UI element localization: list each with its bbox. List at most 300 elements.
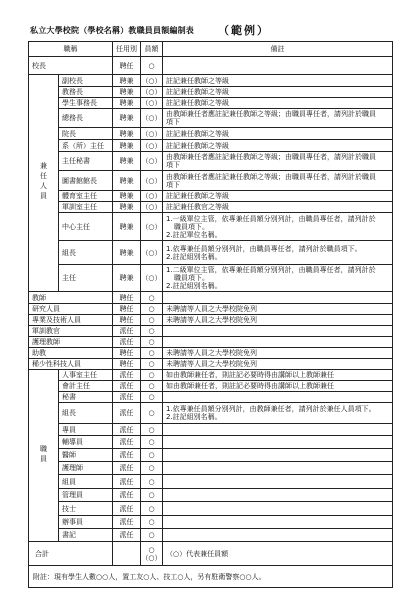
position-text: 教務長 bbox=[62, 88, 83, 96]
appointment-text: 聘任 bbox=[119, 349, 134, 357]
position-text: 體育室主任 bbox=[62, 192, 97, 200]
appointment-cell bbox=[113, 75, 141, 87]
remarks-cell bbox=[163, 337, 393, 348]
quota-text: ○ bbox=[148, 382, 155, 390]
group-label-cell bbox=[29, 370, 59, 542]
quota-cell bbox=[141, 213, 163, 241]
appointment-cell bbox=[113, 292, 141, 304]
header-row bbox=[29, 42, 393, 57]
remarks-cell bbox=[163, 171, 393, 191]
quota-cell bbox=[141, 75, 163, 87]
remarks-cell bbox=[163, 87, 393, 98]
table-row bbox=[29, 202, 393, 213]
quota-cell bbox=[141, 337, 163, 348]
quota-text: （○） bbox=[141, 114, 162, 122]
appointment-cell bbox=[113, 87, 141, 98]
table-row bbox=[29, 265, 393, 292]
appointment-text: 聘任 bbox=[119, 293, 134, 302]
position-cell bbox=[59, 403, 113, 424]
position-text: 組長 bbox=[62, 409, 76, 417]
remarks-line: 註記兼任教師之等級 bbox=[166, 88, 229, 96]
appointment-text: 派任 bbox=[119, 531, 134, 539]
appointment-text: 聘任 bbox=[119, 305, 134, 313]
remarks-cell bbox=[163, 449, 393, 462]
appointment-text: 派任 bbox=[119, 409, 134, 417]
table-row bbox=[29, 359, 393, 370]
remarks-line: 註記兼任教師之等級 bbox=[166, 129, 229, 138]
staff-quota-table bbox=[28, 41, 393, 588]
position-cell bbox=[59, 109, 113, 128]
table-row bbox=[29, 475, 393, 489]
remarks-line: 未聘請等人員之大學校院免列 bbox=[166, 316, 257, 324]
position-cell bbox=[59, 424, 113, 436]
remarks-cell bbox=[163, 140, 393, 152]
appointment-text: 聘兼 bbox=[119, 274, 134, 282]
position-cell bbox=[59, 171, 113, 191]
quota-text: （○） bbox=[141, 222, 162, 231]
remarks-cell bbox=[163, 75, 393, 87]
remarks-line: 職員項下。 bbox=[174, 274, 209, 282]
appointment-cell bbox=[113, 171, 141, 191]
quota-cell bbox=[141, 370, 163, 381]
remarks-line: 未聘請等人員之大學校院免列 bbox=[166, 305, 257, 313]
remarks-cell bbox=[163, 502, 393, 516]
appointment-text: 聘兼 bbox=[119, 203, 134, 211]
appointment-cell bbox=[113, 315, 141, 326]
remarks-cell bbox=[163, 424, 393, 436]
quota-cell bbox=[141, 57, 163, 75]
position-text: 輔導員 bbox=[62, 438, 83, 446]
position-cell bbox=[59, 475, 113, 489]
quota-text: ○ bbox=[148, 293, 155, 302]
quota-cell bbox=[141, 98, 163, 109]
group-label: 兼任人員 bbox=[39, 162, 48, 202]
quota-cell bbox=[141, 128, 163, 140]
total-label bbox=[29, 542, 113, 566]
position-text: 護理師 bbox=[62, 464, 83, 472]
position-text: 管理員 bbox=[62, 491, 83, 499]
table-row bbox=[29, 337, 393, 348]
position-text: 軍訓室主任 bbox=[62, 203, 97, 211]
appointment-cell bbox=[113, 98, 141, 109]
remarks-cell bbox=[163, 191, 393, 202]
appointment-cell bbox=[113, 337, 141, 348]
appointment-cell bbox=[113, 326, 141, 337]
position-cell bbox=[29, 315, 113, 326]
table-row bbox=[29, 403, 393, 424]
position-cell bbox=[29, 348, 113, 359]
position-text: 人事室主任 bbox=[62, 371, 97, 379]
position-cell bbox=[59, 152, 113, 171]
quota-cell bbox=[141, 475, 163, 489]
appointment-cell bbox=[113, 475, 141, 489]
appointment-text: 派任 bbox=[119, 504, 134, 513]
quota-text: （○） bbox=[141, 192, 162, 200]
position-text: 秘書 bbox=[62, 393, 76, 401]
remarks-line: 註記兼任教師之等級 bbox=[166, 141, 229, 150]
remarks-line: 註記兼任教師之等級 bbox=[166, 192, 229, 200]
total-remarks-text: （○）代表兼任員額 bbox=[166, 549, 229, 558]
remarks-cell bbox=[163, 392, 393, 403]
position-text: 專業及技術人員 bbox=[32, 316, 81, 324]
total-quota-cell bbox=[141, 542, 163, 566]
quota-text: （○） bbox=[141, 176, 162, 185]
document-title bbox=[30, 23, 270, 37]
quota-cell bbox=[141, 489, 163, 502]
table-row bbox=[29, 304, 393, 315]
quota-text: ○ bbox=[148, 518, 155, 526]
remarks-cell bbox=[163, 529, 393, 542]
position-text: 中心主任 bbox=[62, 222, 90, 231]
quota-cell bbox=[141, 424, 163, 436]
remarks-line: 註記兼任教師之等級 bbox=[166, 99, 229, 107]
quota-text: ○ bbox=[148, 371, 155, 379]
table-row bbox=[29, 87, 393, 98]
quota-text: ○ bbox=[148, 438, 155, 446]
position-cell bbox=[59, 202, 113, 213]
position-cell bbox=[59, 392, 113, 403]
position-text: 書記 bbox=[62, 531, 76, 539]
quota-text: ○ bbox=[148, 491, 155, 499]
appointment-text: 聘兼 bbox=[119, 176, 134, 185]
appointment-cell bbox=[113, 403, 141, 424]
appointment-cell bbox=[113, 529, 141, 542]
quota-text: ○ bbox=[148, 316, 155, 324]
table-row bbox=[29, 140, 393, 152]
total-quota-concurrent: （○） bbox=[141, 553, 162, 562]
position-cell bbox=[29, 57, 113, 75]
table-row bbox=[29, 489, 393, 502]
remarks-cell bbox=[163, 403, 393, 424]
remarks-line: 1.一級單位主管，依專兼任員額分別列計，由職員專任者，請列計於 bbox=[166, 214, 376, 223]
title-example-tag: （範例） bbox=[218, 24, 270, 37]
quota-cell bbox=[141, 315, 163, 326]
table-row bbox=[29, 109, 393, 128]
position-text: 會計主任 bbox=[62, 382, 90, 390]
quota-cell bbox=[141, 202, 163, 213]
remarks-line: 項下 bbox=[166, 180, 180, 189]
quota-text: ○ bbox=[148, 349, 155, 357]
table-row bbox=[29, 516, 393, 529]
appointment-text: 聘兼 bbox=[119, 88, 134, 96]
remarks-cell bbox=[163, 98, 393, 109]
position-text: 醫師 bbox=[62, 451, 76, 459]
position-text: 副校長 bbox=[62, 76, 83, 85]
quota-cell bbox=[141, 171, 163, 191]
position-text: 主任秘書 bbox=[62, 157, 90, 165]
quota-cell bbox=[141, 140, 163, 152]
position-text: 護理教師 bbox=[32, 338, 60, 346]
appointment-text: 聘兼 bbox=[119, 76, 134, 85]
position-text: 學生事務長 bbox=[62, 99, 97, 107]
appointment-cell bbox=[113, 241, 141, 265]
appointment-text: 派任 bbox=[119, 518, 134, 526]
position-cell bbox=[59, 529, 113, 542]
position-cell bbox=[59, 128, 113, 140]
appointment-cell bbox=[113, 140, 141, 152]
appointment-cell bbox=[113, 304, 141, 315]
quota-text: （○） bbox=[141, 203, 162, 211]
position-text: 教師 bbox=[32, 293, 46, 302]
table-row bbox=[29, 424, 393, 436]
remarks-cell bbox=[163, 315, 393, 326]
position-text: 技士 bbox=[62, 504, 76, 513]
remarks-cell bbox=[163, 359, 393, 370]
appointment-text: 聘兼 bbox=[119, 99, 134, 107]
group-label-cell bbox=[29, 75, 59, 292]
quota-text: （○） bbox=[141, 129, 162, 138]
appointment-cell bbox=[113, 449, 141, 462]
quota-cell bbox=[141, 241, 163, 265]
table-row bbox=[29, 529, 393, 542]
appointment-cell bbox=[113, 392, 141, 403]
table-row bbox=[29, 57, 393, 75]
remarks-cell bbox=[163, 152, 393, 171]
appointment-cell bbox=[113, 516, 141, 529]
quota-text: ○ bbox=[148, 61, 155, 70]
position-text: 圖書館館長 bbox=[62, 176, 97, 185]
appointment-cell bbox=[113, 57, 141, 75]
position-cell bbox=[59, 449, 113, 462]
quota-cell bbox=[141, 359, 163, 370]
remarks-line: 如由教師兼任者，則註記必要時得由講師以上教師兼任 bbox=[166, 371, 334, 379]
footnote-row bbox=[29, 566, 393, 588]
appointment-text: 派任 bbox=[119, 438, 134, 446]
appointment-text: 派任 bbox=[119, 477, 134, 486]
remarks-line: 由教師兼任者應註記兼任教師之等級；由職員專任者，請列計於職員 bbox=[166, 172, 376, 181]
quota-text: （○） bbox=[141, 99, 162, 107]
position-cell bbox=[59, 436, 113, 449]
table-row bbox=[29, 315, 393, 326]
header-quota: 員額 bbox=[141, 42, 163, 57]
appointment-cell bbox=[113, 359, 141, 370]
position-cell bbox=[29, 304, 113, 315]
position-text: 總務長 bbox=[62, 114, 83, 122]
quota-text: ○ bbox=[148, 338, 155, 346]
quota-cell bbox=[141, 326, 163, 337]
appointment-text: 派任 bbox=[119, 464, 134, 472]
remarks-line: 項下 bbox=[166, 161, 180, 169]
remarks-line: 1.二級單位主管，依專兼任員額分別列計，由職員專任者，請列計於 bbox=[166, 266, 376, 274]
total-quota-regular: ○ bbox=[148, 545, 155, 554]
remarks-cell bbox=[163, 489, 393, 502]
appointment-cell bbox=[113, 348, 141, 359]
table-header bbox=[29, 42, 393, 57]
quota-cell bbox=[141, 381, 163, 392]
quota-text: ○ bbox=[148, 360, 155, 368]
header-remarks: 備註 bbox=[163, 42, 393, 57]
position-text: 組員 bbox=[62, 477, 76, 486]
appointment-text: 聘兼 bbox=[119, 129, 134, 138]
table-row bbox=[29, 241, 393, 265]
remarks-line: 1.依專兼任員額分別列計，由教師兼任者，請列計於兼任人員項下。 bbox=[166, 405, 376, 413]
remarks-cell bbox=[163, 516, 393, 529]
appointment-text: 聘任 bbox=[119, 61, 134, 70]
quota-cell bbox=[141, 436, 163, 449]
table-row bbox=[29, 98, 393, 109]
position-text: 軍訓教官 bbox=[32, 327, 60, 335]
position-cell bbox=[59, 370, 113, 381]
position-cell bbox=[59, 381, 113, 392]
remarks-line: 職員項下。 bbox=[174, 222, 209, 231]
position-cell bbox=[59, 241, 113, 265]
table-row bbox=[29, 462, 393, 475]
remarks-line: 1.依專兼任員額分別列計，由職員專任者，請列計於職員項下。 bbox=[166, 244, 362, 253]
appointment-text: 派任 bbox=[119, 451, 134, 459]
appointment-cell bbox=[113, 502, 141, 516]
appointment-text: 聘兼 bbox=[119, 114, 134, 122]
remarks-line: 由教師兼任者應註記兼任教師之等級；由職員專任者，請列計於職員 bbox=[166, 153, 376, 161]
position-cell bbox=[59, 87, 113, 98]
remarks-cell bbox=[163, 241, 393, 265]
remarks-cell bbox=[163, 462, 393, 475]
quota-text: （○） bbox=[141, 88, 162, 96]
remarks-line: 由教師兼任者應註記兼任教師之等級；由職員專任者，請列計於職員 bbox=[166, 110, 376, 118]
appointment-text: 派任 bbox=[119, 327, 134, 335]
appointment-cell bbox=[113, 381, 141, 392]
appointment-cell bbox=[113, 128, 141, 140]
table-row bbox=[29, 392, 393, 403]
position-text: 辦事員 bbox=[62, 518, 83, 526]
quota-cell bbox=[141, 152, 163, 171]
position-cell bbox=[29, 359, 113, 370]
quota-text: ○ bbox=[148, 464, 155, 472]
quota-text: （○） bbox=[141, 274, 162, 282]
position-text: 研究人員 bbox=[32, 305, 60, 313]
remarks-line: 如由教師兼任者，則註記必要時得由講師以上教師兼任 bbox=[166, 382, 334, 390]
quota-text: （○） bbox=[141, 157, 162, 165]
appointment-cell bbox=[113, 370, 141, 381]
total-label-text: 合計 bbox=[35, 549, 49, 558]
total-row bbox=[29, 542, 393, 566]
table-row bbox=[29, 191, 393, 202]
position-cell bbox=[59, 213, 113, 241]
appointment-text: 派任 bbox=[119, 393, 134, 401]
quota-cell bbox=[141, 265, 163, 292]
quota-text: ○ bbox=[148, 409, 155, 417]
remarks-line: 2.註記組別名稱。 bbox=[166, 282, 222, 290]
quota-cell bbox=[141, 449, 163, 462]
remarks-cell bbox=[163, 348, 393, 359]
remarks-line: 2.註記單位名稱。 bbox=[166, 230, 222, 239]
remarks-cell bbox=[163, 475, 393, 489]
quota-text: ○ bbox=[148, 504, 155, 513]
quota-cell bbox=[141, 348, 163, 359]
position-cell bbox=[59, 462, 113, 475]
appointment-cell bbox=[113, 109, 141, 128]
remarks-line: 未聘請等人員之大學校院免列 bbox=[166, 349, 257, 357]
remarks-line: 2.註記組別名稱。 bbox=[166, 252, 222, 261]
remarks-cell bbox=[163, 57, 393, 75]
remarks-line: 註記兼任教官之等級 bbox=[166, 203, 229, 211]
appointment-cell bbox=[113, 213, 141, 241]
appointment-cell bbox=[113, 152, 141, 171]
appointment-cell bbox=[113, 202, 141, 213]
quota-cell bbox=[141, 87, 163, 98]
remarks-cell bbox=[163, 265, 393, 292]
appointment-cell bbox=[113, 424, 141, 436]
table-row bbox=[29, 370, 393, 381]
position-cell bbox=[29, 292, 113, 304]
remarks-cell bbox=[163, 292, 393, 304]
quota-text: ○ bbox=[148, 327, 155, 335]
table-row bbox=[29, 348, 393, 359]
position-cell bbox=[59, 516, 113, 529]
table-body bbox=[29, 57, 393, 542]
appointment-text: 聘兼 bbox=[119, 192, 134, 200]
table-row bbox=[29, 128, 393, 140]
quota-text: ○ bbox=[148, 477, 155, 486]
table-row bbox=[29, 213, 393, 241]
remarks-cell bbox=[163, 304, 393, 315]
remarks-cell bbox=[163, 436, 393, 449]
remarks-cell bbox=[163, 381, 393, 392]
position-cell bbox=[59, 489, 113, 502]
table-row bbox=[29, 75, 393, 87]
quota-cell bbox=[141, 516, 163, 529]
header-position: 職稱 bbox=[29, 42, 113, 57]
quota-cell bbox=[141, 462, 163, 475]
quota-cell bbox=[141, 109, 163, 128]
quota-text: （○） bbox=[141, 248, 162, 257]
table-row bbox=[29, 292, 393, 304]
position-cell bbox=[59, 265, 113, 292]
remarks-cell bbox=[163, 128, 393, 140]
appointment-text: 派任 bbox=[119, 338, 134, 346]
quota-cell bbox=[141, 392, 163, 403]
quota-cell bbox=[141, 502, 163, 516]
remarks-line: 項下 bbox=[166, 118, 180, 126]
position-cell bbox=[59, 140, 113, 152]
quota-cell bbox=[141, 403, 163, 424]
table-row bbox=[29, 502, 393, 516]
appointment-text: 派任 bbox=[119, 425, 134, 434]
table-row bbox=[29, 449, 393, 462]
quota-text: （○） bbox=[141, 141, 162, 150]
position-text: 助教 bbox=[32, 349, 46, 357]
position-cell bbox=[59, 75, 113, 87]
table-row bbox=[29, 381, 393, 392]
table-summary bbox=[29, 542, 393, 588]
appointment-text: 聘兼 bbox=[119, 157, 134, 165]
table-row bbox=[29, 436, 393, 449]
position-cell bbox=[29, 326, 113, 337]
remarks-cell bbox=[163, 109, 393, 128]
position-text: 稀少性科技人員 bbox=[32, 360, 81, 368]
table-row bbox=[29, 171, 393, 191]
quota-text: ○ bbox=[148, 425, 155, 434]
quota-text: ○ bbox=[148, 531, 155, 539]
appointment-text: 聘任 bbox=[119, 316, 134, 324]
remarks-line: 未聘請等人員之大學校院免列 bbox=[166, 360, 257, 368]
appointment-cell bbox=[113, 489, 141, 502]
position-text: 專員 bbox=[62, 425, 76, 434]
remarks-cell bbox=[163, 326, 393, 337]
table-row bbox=[29, 152, 393, 171]
header-appointment: 任用別 bbox=[113, 42, 141, 57]
appointment-text: 聘任 bbox=[119, 360, 134, 368]
quota-text: （○） bbox=[141, 76, 162, 85]
quota-cell bbox=[141, 191, 163, 202]
appointment-text: 派任 bbox=[119, 382, 134, 390]
quota-text: ○ bbox=[148, 393, 155, 401]
total-appointment-cell bbox=[113, 542, 141, 566]
appointment-text: 派任 bbox=[119, 371, 134, 379]
appointment-cell bbox=[113, 462, 141, 475]
quota-cell bbox=[141, 304, 163, 315]
table-row bbox=[29, 326, 393, 337]
quota-text: ○ bbox=[148, 451, 155, 459]
